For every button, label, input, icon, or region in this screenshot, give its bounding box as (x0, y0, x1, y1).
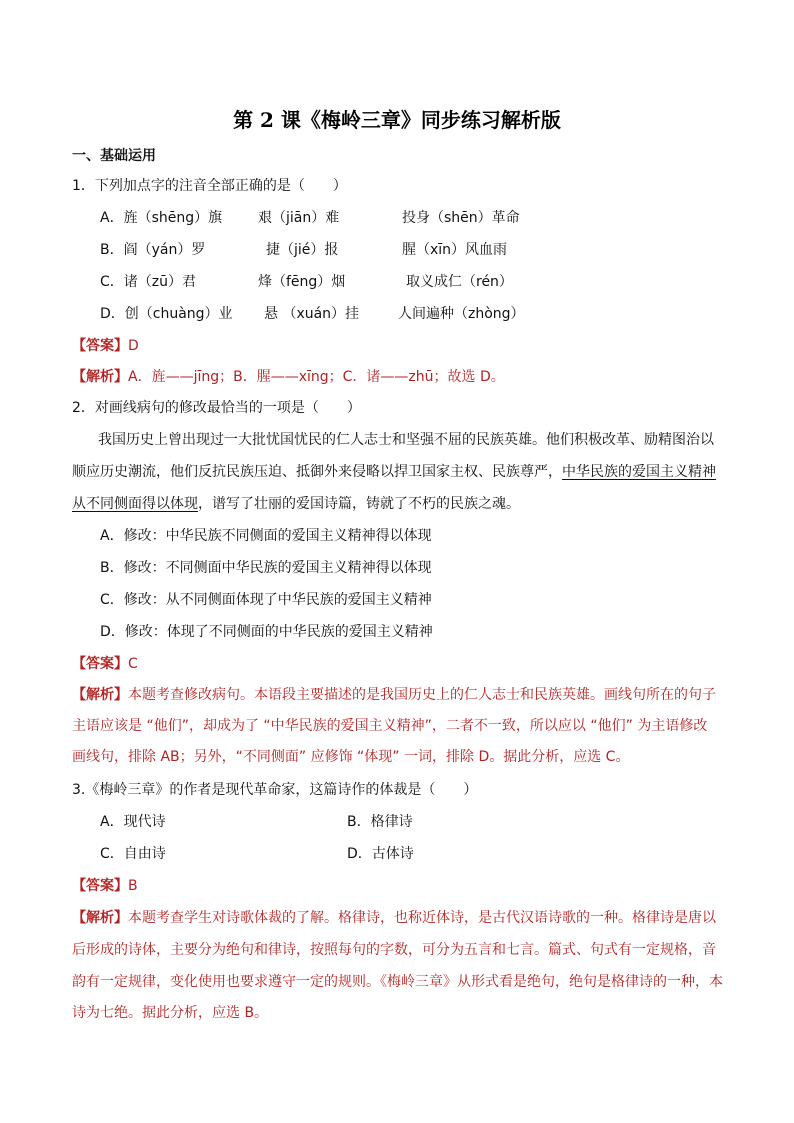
q3-option-c: C．自由诗 (100, 846, 166, 862)
q3-option-d: D．古体诗 (347, 846, 414, 862)
q2-analysis-line-3: 画线句，排除 AB；另外，“不同侧面” 应修饰 “体现” 一词，排除 D。据此分析，应选 C。 (72, 749, 630, 765)
q1-option-b-part3: 腥（xīn）风血雨 (402, 242, 508, 258)
q2-passage-line-1: 我国历史上曾出现过一大批忧国忧民的仁人志士和坚强不屈的民族英雄。他们积极改革、励精图治以 (98, 432, 714, 448)
q1-option-c (100, 272, 513, 292)
q1-analysis (72, 367, 505, 387)
q1-option-d-part1: D．创（chuàng）业 (100, 306, 233, 322)
q2-passage-line-3b: ，谱写了壮丽的爱国诗篇，铸就了不朽的民族之魂。 (198, 496, 520, 512)
q1-option-c-part3: 取义成仁（rén） (406, 274, 513, 290)
q1-option-b (100, 240, 508, 260)
q2-option-a: A．修改：中华民族不同侧面的爱国主义精神得以体现 (100, 528, 432, 544)
q3-analysis-line-1 (72, 908, 716, 928)
question-1-stem: 1．下列加点字的注音全部正确的是（ ） (72, 178, 347, 194)
page-title: 第 2 课《梅岭三章》同步练习解析版 (233, 108, 561, 132)
answer-label: 【答案】 (72, 338, 128, 354)
q2-answer (72, 654, 138, 674)
analysis-text: 本题考查修改病句。本语段主要描述的是我国历史上的仁人志士和民族英雄。画线句所在的句子 (128, 687, 716, 703)
q1-option-d-part3: 人间遍种（zhòng） (398, 306, 525, 322)
q2-passage-line-3 (72, 494, 520, 514)
section-heading: 一、基础运用 (72, 148, 156, 164)
q2-analysis-line-1 (72, 685, 716, 705)
q3-answer (72, 876, 138, 896)
q1-option-d-part2: 悬 （xuán）挂 (264, 306, 360, 322)
analysis-text: 本题考查学生对诗歌体裁的了解。格律诗，也称近体诗，是古代汉语诗歌的一种。格律诗是唐以 (128, 910, 716, 926)
q1-option-a-part3: 投身（shēn）革命 (402, 210, 520, 226)
q3-analysis-line-4: 诗为七绝。据此分析，应选 B。 (72, 1005, 269, 1021)
q3-option-a: A．现代诗 (100, 814, 166, 830)
q2-option-d: D．修改：体现了不同侧面的中华民族的爱国主义精神 (100, 624, 433, 640)
answer-value: C (128, 656, 138, 672)
q3-analysis-line-2: 后形成的诗体，主要分为绝句和律诗，按照每句的字数，可分为五言和七言。篇式、句式有一定规格，音 (72, 942, 716, 958)
answer-value: D (128, 338, 139, 354)
q2-option-c: C．修改：从不同侧面体现了中华民族的爱国主义精神 (100, 592, 432, 608)
q1-option-a-part2: 艰（jiān）难 (258, 210, 340, 226)
analysis-text: A．旌——jīng；B．腥——xīng；C．诸——zhū；故选 D。 (128, 369, 505, 385)
q1-option-b-part1: B．阎（yán）罗 (100, 242, 206, 258)
q3-option-b: B．格律诗 (347, 814, 413, 830)
q1-option-d (100, 304, 525, 324)
q1-option-a-part1: A．旌（shēng）旗 (100, 210, 223, 226)
q2-option-b: B．修改：不同侧面中华民族的爱国主义精神得以体现 (100, 560, 432, 576)
q1-option-a (100, 208, 520, 228)
q2-underlined-sentence-part2: 从不同侧面得以体现 (72, 496, 198, 512)
analysis-label: 【解析】 (72, 369, 128, 385)
q2-passage-line-2a: 顺应历史潮流，他们反抗民族压迫、抵御外来侵略以捍卫国家主权、民族尊严， (72, 464, 562, 480)
q1-answer (72, 336, 139, 356)
analysis-label: 【解析】 (72, 910, 128, 926)
question-2-stem: 2．对画线病句的修改最恰当的一项是（ ） (72, 400, 361, 416)
q2-underlined-sentence-part1: 中华民族的爱国主义精神 (562, 464, 716, 480)
answer-value: B (128, 878, 138, 894)
question-3-stem: 3.《梅岭三章》的作者是现代革命家，这篇诗作的体裁是（ ） (72, 782, 478, 798)
analysis-label: 【解析】 (72, 687, 128, 703)
answer-label: 【答案】 (72, 656, 128, 672)
q3-analysis-line-3: 韵有一定规律，变化使用也要求遵守一定的规则。《梅岭三章》从形式看是绝句，绝句是格律诗的一种，本 (72, 974, 723, 990)
q2-passage-line-2 (72, 462, 716, 482)
q1-option-b-part2: 捷（jié）报 (266, 242, 339, 258)
q1-option-c-part2: 烽（fēng）烟 (258, 274, 346, 290)
answer-label: 【答案】 (72, 878, 128, 894)
q2-analysis-line-2: 主语应该是 “他们”，却成为了 “中华民族的爱国主义精神”，二者不一致，所以应以 “他们” 为主语修改 (72, 718, 708, 734)
q1-option-c-part1: C．诸（zū）君 (100, 274, 196, 290)
